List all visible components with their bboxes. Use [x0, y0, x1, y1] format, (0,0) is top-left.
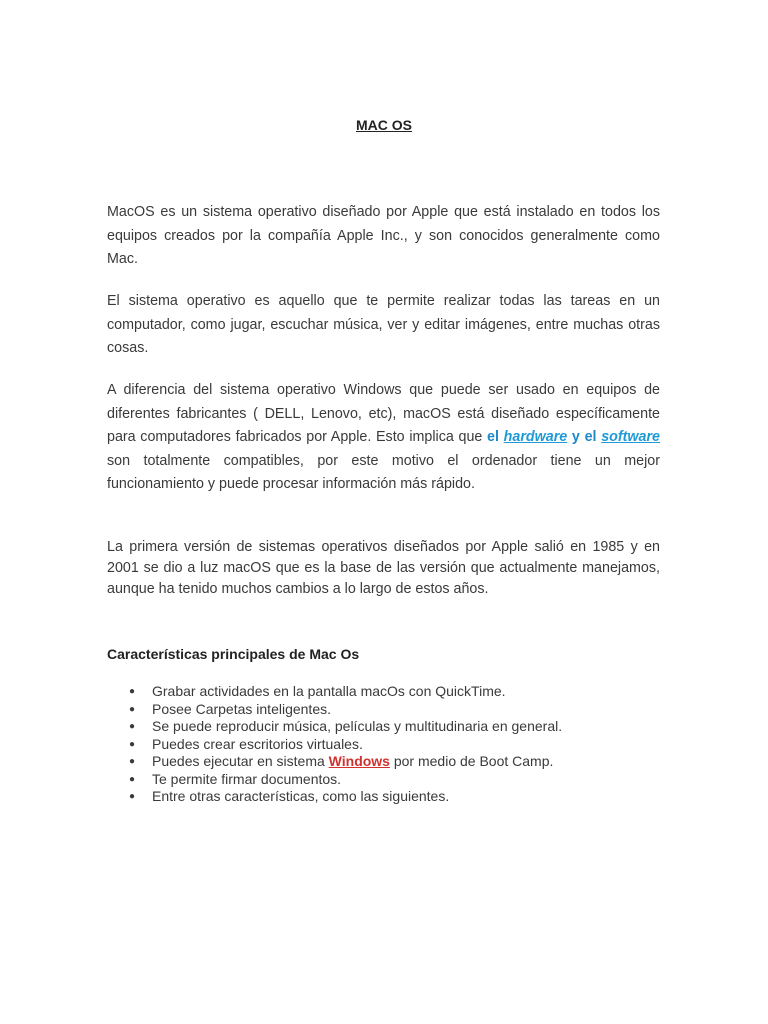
list-item-text: Puedes crear escritorios virtuales. [152, 735, 363, 752]
list-item-text: Puedes ejecutar en sistema [152, 753, 329, 769]
paragraph-definition: El sistema operativo es aquello que te permite realizar todas las tareas en un computador, como jugar, escuchar música, ver y editar imágenes, entre muchas otras cosas. [107, 293, 660, 356]
windows-link[interactable]: Windows [328, 753, 390, 769]
bullet-icon: ● [129, 721, 136, 732]
paragraph-history: La primera versión de sistemas operativos diseñados por Apple salió en 1985 y en 2001 se dio a luz macOS que es la base de las versión que actualmente manejamos, aunque ha tenido muchos cambios a lo largo de estos años. [107, 539, 660, 597]
list-item [107, 683, 667, 701]
bullet-icon: ● [129, 756, 136, 767]
bullet-icon: ● [129, 703, 136, 715]
el-keyword: el [487, 429, 504, 445]
bullet-icon: ● [129, 791, 136, 802]
list-item-text: Entre otras características, como las siguientes. [152, 788, 450, 804]
list-item [107, 701, 667, 719]
features-list [107, 683, 667, 806]
list-item-text: Grabar actividades en la pantalla macOs con QuickTime. [152, 683, 506, 699]
bullet-icon: ● [129, 738, 136, 750]
bullet-icon: ● [129, 773, 136, 785]
paragraph-differences [107, 379, 660, 497]
list-item-text-end: por medio de Boot Camp. [389, 753, 554, 769]
paragraph-intro: MacOS es un sistema operativo diseñado por Apple que está instalado en todos los equipos creados por la compañía Apple Inc., y son conocidos generalmente como Mac. [107, 204, 660, 267]
hardware-link[interactable]: hardware [503, 429, 568, 445]
paragraph-differences-end: son totalmente compatibles, por este motivo el ordenador tiene un mejor funcionamiento y puede procesar información más rápido. [107, 452, 660, 492]
bullet-icon: ● [129, 686, 136, 697]
software-link[interactable]: software [601, 429, 660, 445]
list-item [107, 753, 667, 771]
list-item [107, 718, 667, 736]
document-title: MAC OS [356, 117, 412, 133]
features-heading: Características principales de Mac Os [107, 646, 360, 662]
el-keyword-2: el [584, 429, 602, 445]
y-keyword: y [567, 429, 585, 445]
list-item [107, 771, 667, 789]
paragraph-differences-text: A diferencia del sistema operativo Windows que puede ser usado en equipos de diferentes fabricantes ( DELL, Lenovo, etc), macOS está diseñado específicamente para computadores fabricados por Apple. Esto implica que [107, 382, 660, 445]
list-item [107, 788, 667, 806]
list-item [107, 736, 667, 754]
list-item-text: Se puede reproducir música, películas y multitudinaria en general. [152, 718, 563, 734]
list-item-text: Te permite firmar documentos. [152, 770, 342, 787]
list-item-text: Posee Carpetas inteligentes. [152, 700, 331, 717]
